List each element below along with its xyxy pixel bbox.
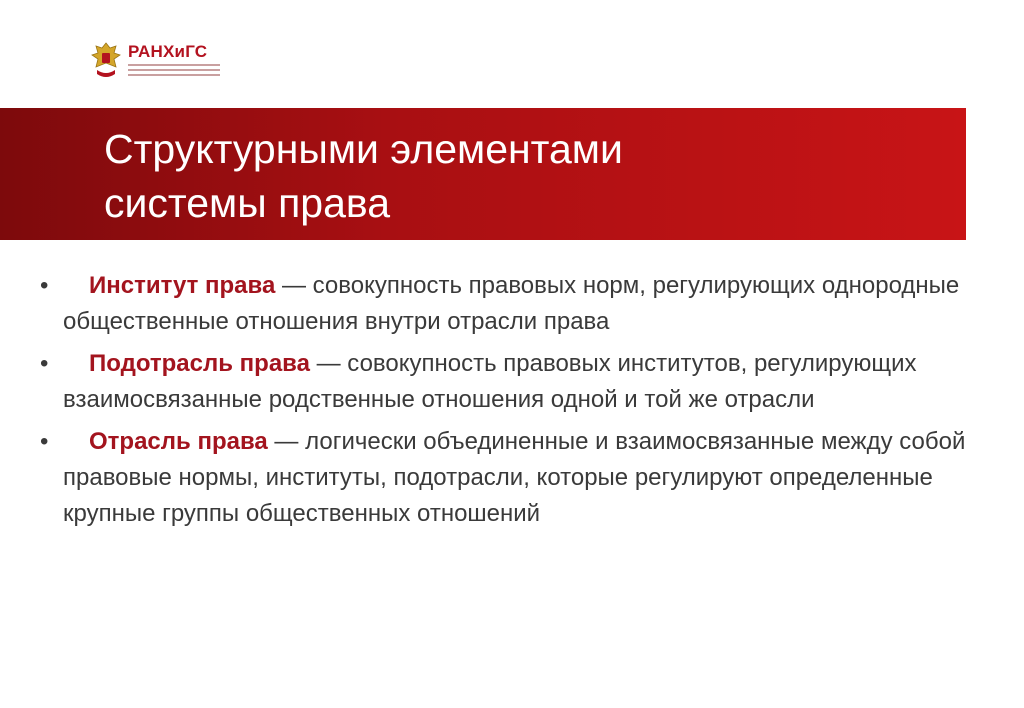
eagle-emblem-icon bbox=[90, 40, 122, 82]
slide-title bbox=[104, 122, 623, 230]
slide-title-line2: системы права bbox=[104, 180, 390, 226]
list-item-subbranch bbox=[40, 346, 990, 418]
logo-name: РАНХиГС bbox=[128, 42, 208, 61]
term-institute: Институт права bbox=[89, 272, 276, 299]
logo-subtitle-lines bbox=[128, 64, 220, 79]
title-banner bbox=[0, 108, 966, 240]
bullet-icon: • bbox=[40, 350, 49, 377]
bullet-list bbox=[40, 268, 990, 538]
list-item-branch bbox=[40, 424, 990, 532]
term-branch: Отрасль права bbox=[89, 428, 268, 455]
slide-title-line1: Структурными элементами bbox=[104, 126, 623, 172]
definition-branch: — логически объединенные и взаимосвязанные между собой правовые нормы, институты, подотрасли, которые регулируют определенные крупные группы общественных отношений bbox=[63, 428, 966, 527]
definition-institute: — совокупность правовых норм, регулирующих однородные общественные отношения внутри отрасли права bbox=[63, 272, 960, 335]
definition-subbranch: — совокупность правовых институтов, регулирующих взаимосвязанные родственные отношения одной и той же отрасли bbox=[63, 350, 917, 413]
list-item-institute bbox=[40, 268, 990, 340]
term-subbranch: Подотрасль права bbox=[89, 350, 310, 377]
ranepa-logo bbox=[90, 40, 230, 84]
bullet-icon: • bbox=[40, 272, 49, 299]
bullet-icon: • bbox=[40, 428, 49, 455]
